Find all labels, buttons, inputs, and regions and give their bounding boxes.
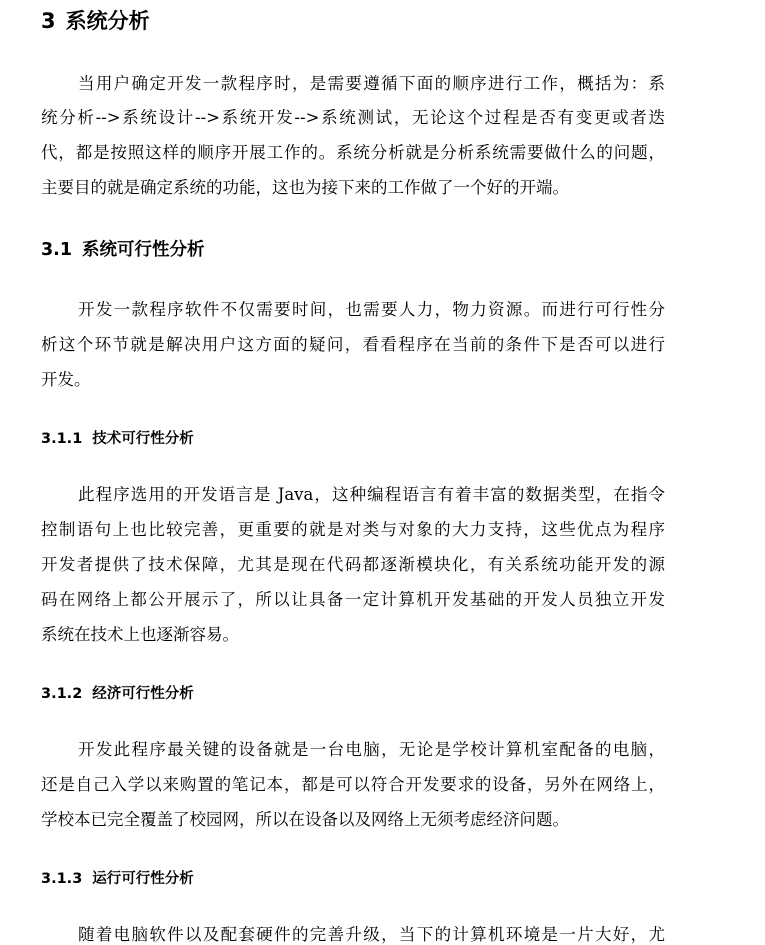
- section-3-1-line: 开发一款程序软件不仅需要时间，也需要人力，物力资源。而进行可行性分: [78, 300, 665, 319]
- section-title: 运行可行性分析: [92, 871, 194, 887]
- section-3-1-2-line: 还是自己入学以来购置的笔记本，都是可以符合开发要求的设备，另外在网络上，: [41, 775, 665, 794]
- intro-line: 代，都是按照这样的顺序开展工作的。系统分析就是分析系统需要做什么的问题，: [41, 143, 665, 162]
- section-3-1-1-line: 系统在技术上也逐渐容易。: [41, 625, 239, 644]
- section-title: 技术可行性分析: [92, 431, 194, 447]
- chapter-number: 3: [41, 9, 56, 33]
- section-3-1-3-line: 随着电脑软件以及配套硬件的完善升级，当下的计算机环境是一片大好，尤: [78, 925, 665, 944]
- intro-line: 统分析-->系统设计-->系统开发-->系统测试，无论这个过程是否有变更或者迭: [41, 108, 665, 127]
- section-number: 3.1: [41, 240, 73, 260]
- section-heading-3-1-1: [41, 428, 194, 450]
- section-heading-3-1-3: [41, 868, 194, 890]
- section-number: 3.1.3: [41, 871, 83, 887]
- section-title: 经济可行性分析: [92, 686, 194, 702]
- section-3-1-1-line: 码在网络上都公开展示了，所以让具备一定计算机开发基础的开发人员独立开发: [41, 590, 665, 609]
- section-heading-3-1: [41, 236, 205, 264]
- section-3-1-2-line: 开发此程序最关键的设备就是一台电脑，无论是学校计算机室配备的电脑，: [78, 740, 665, 759]
- section-3-1-1-line: 控制语句上也比较完善，更重要的就是对类与对象的大力支持，这些优点为程序: [41, 520, 665, 539]
- section-number: 3.1.1: [41, 431, 83, 447]
- section-3-1-1-line: 开发者提供了技术保障，尤其是现在代码都逐渐模块化，有关系统功能开发的源: [41, 555, 665, 574]
- section-3-1-1-line: 此程序选用的开发语言是 Java，这种编程语言有着丰富的数据类型，在指令: [78, 485, 665, 504]
- section-3-1-line: 析这个环节就是解决用户这方面的疑问，看看程序在当前的条件下是否可以进行: [41, 335, 665, 354]
- section-3-1-line: 开发。: [41, 370, 91, 389]
- section-heading-3-1-2: [41, 683, 194, 705]
- intro-line: 当用户确定开发一款程序时，是需要遵循下面的顺序进行工作，概括为：系: [78, 74, 665, 93]
- section-title: 系统可行性分析: [82, 240, 205, 260]
- section-number: 3.1.2: [41, 686, 83, 702]
- chapter-heading: [41, 6, 150, 36]
- section-3-1-2-line: 学校本已完全覆盖了校园网，所以在设备以及网络上无须考虑经济问题。: [41, 810, 569, 829]
- chapter-title: 系统分析: [65, 9, 150, 33]
- intro-line: 主要目的就是确定系统的功能，这也为接下来的工作做了一个好的开端。: [41, 178, 569, 197]
